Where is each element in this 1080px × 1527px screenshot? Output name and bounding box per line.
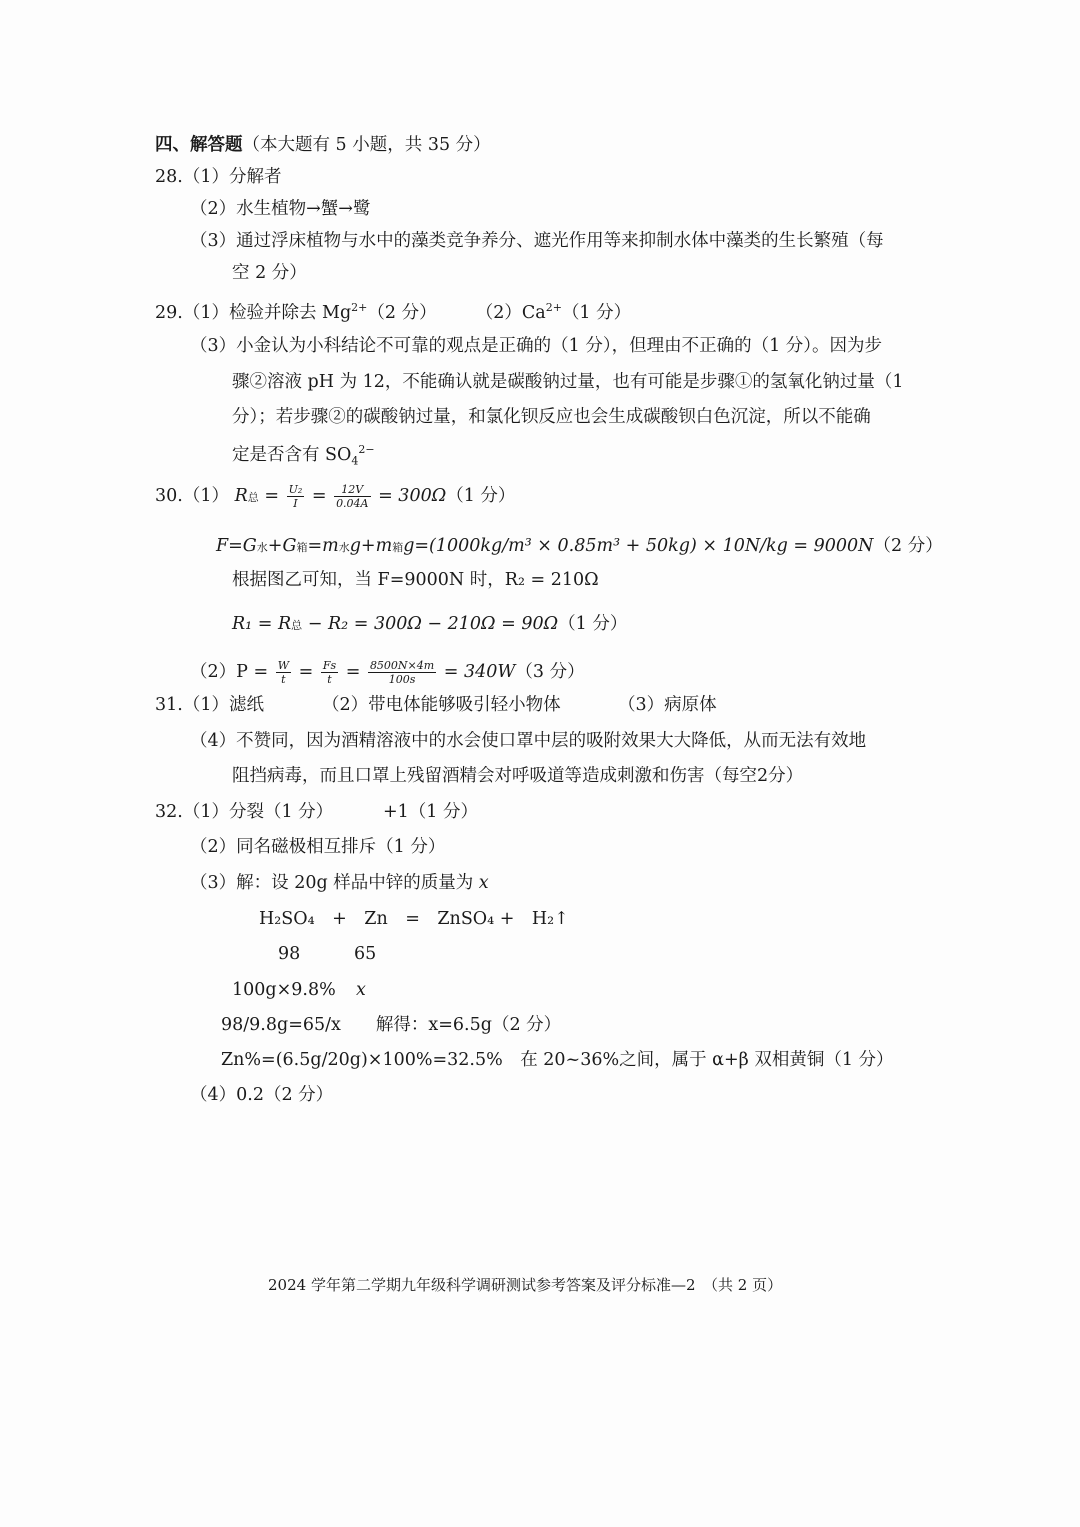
q30-graph-reading: 根据图乙可知，当 F=9000N 时，R₂ = 210Ω [232, 570, 599, 590]
q32-part2: （2）同名磁极相互排斥（1 分） [190, 837, 446, 857]
fraction-u2-i: $\frac{\text{U₂}}{I}$ [288, 483, 303, 510]
q30-r1-score: （1 分） [558, 614, 628, 634]
q32-part4: （4）0.2（2 分） [190, 1085, 334, 1105]
q30-force-score: （2 分） [873, 536, 943, 556]
section-heading [155, 137, 491, 155]
q29-part1-score: （2 分） [367, 302, 437, 323]
r-total: R [234, 486, 248, 506]
q32-chemical-equation: H₂SO₄ + Zn = ZnSO₄ + H₂↑ [259, 909, 569, 929]
q29-line1 [155, 302, 631, 322]
q29-part3a: （3）小金认为小科结论不可靠的观点是正确的（1 分），但理由不正确的（1 分）。因为步 [190, 336, 883, 356]
q28-line1 [155, 169, 281, 187]
q31-line1 [155, 697, 264, 715]
q29-part3d-text: 定是否含有 SO [232, 444, 352, 465]
q32-mass-98: 98 [278, 944, 301, 964]
q32-calc2: Zn%=(6.5g/20g)×100%=32.5% 在 20~36%之间，属于 α+β 双相黄铜（1 分） [221, 1050, 894, 1070]
fraction-w-t: $\frac{W}{t}$ [277, 659, 290, 686]
q32-line1 [155, 804, 333, 822]
q30-line1: 30.（1） R总 = $\frac{\text{U₂}}{I}$ = $\frac{12V}{0.04A}$ = 300Ω（1 分） [155, 483, 516, 510]
q32-mass-65: 65 [354, 944, 377, 964]
q28-number: 28. [155, 167, 183, 187]
q32-calc1: 98/9.8g=65/x 解得：x=6.5g（2 分） [221, 1015, 562, 1035]
q30-power-equation: （2）P = $\frac{W}{t}$ = $\frac{Fs}{t}$ = $\frac{8500N\times 4m}{100s}$ = 340W（3 分） [190, 659, 585, 686]
q30-number: 30. [155, 486, 183, 506]
q28-part3b: 空 2 分） [232, 263, 307, 283]
q31-part1: （1）滤纸 [182, 695, 264, 715]
q32-mass-x: x [356, 980, 366, 1000]
q29-so4-charge: 2− [358, 443, 375, 456]
fraction-fs-t: $\frac{Fs}{t}$ [322, 659, 337, 686]
page-footer: 2024 学年第二学期九年级科学调研测试参考答案及评分标准—2 （共 2 页） [268, 1276, 783, 1294]
q29-mg-charge: 2+ [351, 301, 368, 314]
q29-ca-charge: 2+ [545, 301, 562, 314]
q30-part1-label: （1） [182, 486, 229, 506]
q31-part4b: 阻挡病毒，而且口罩上残留酒精会对呼吸道等造成刺激和伤害（每空2分） [232, 766, 804, 786]
q29-so4-sub: 4 [351, 454, 359, 468]
q31-part2: （2）带电体能够吸引轻小物体 [322, 695, 561, 715]
q29-part1: （1）检验并除去 Mg [182, 302, 352, 323]
q30-power-score: （3 分） [515, 662, 585, 682]
q31-part4a: （4）不赞同，因为酒精溶液中的水会使口罩中层的吸附效果大大降低，从而无法有效地 [190, 731, 867, 751]
q31-number: 31. [155, 695, 183, 715]
q32-mass-h2so4: 100g×9.8% [232, 980, 336, 1000]
q28-part1: （1）分解者 [182, 167, 282, 187]
q29-number: 29. [155, 302, 183, 323]
r-total-sub: 总 [247, 491, 259, 504]
q29-part2-score: （1 分） [561, 302, 632, 323]
q32-part1: （1）分裂（1 分） [182, 802, 334, 822]
q30-r1-equation: R₁ = R总 − R₂ = 300Ω − 210Ω = 90Ω（1 分） [232, 614, 628, 634]
section-title: 四、解答题 [155, 135, 243, 155]
q32-number: 32. [155, 802, 183, 822]
q29-part3b: 骤②溶液 pH 为 12，不能确认就是碳酸钠过量，也有可能是步骤①的氢氧化钠过量（1 [232, 372, 904, 392]
q28-part2: （2）水生植物→蟹→鹭 [190, 199, 371, 219]
q29-part3c: 分）；若步骤②的碳酸钠过量，和氯化钡反应也会生成碳酸钡白色沉淀，所以不能确 [232, 407, 871, 427]
q31-part3: （3）病原体 [618, 695, 717, 715]
q29-part2: （2）Ca [475, 302, 546, 323]
q29-part3d [232, 444, 375, 466]
q32-part3: （3）解：设 20g 样品中锌的质量为 x [190, 873, 489, 893]
q30-part1-score: （1 分） [446, 486, 516, 506]
fraction-8500n-100s: $\frac{8500N\times 4m}{100s}$ [369, 659, 435, 686]
q28-part3a: （3）通过浮床植物与水中的藻类竞争养分、遮光作用等来抑制水体中藻类的生长繁殖（每 [190, 231, 884, 251]
q32-part1b: +1（1 分） [383, 802, 478, 822]
q30-force-equation: F=G水+G箱=m水g+m箱g=(1000kg/m³ × 0.85m³ + 50kg) × 10N/kg = 9000N（2 分） [216, 536, 943, 556]
section-note: （本大题有 5 小题，共 35 分） [242, 135, 491, 155]
fraction-12v-004a: $\frac{12V}{0.04A}$ [336, 483, 369, 510]
q30-part1-result: = 300Ω [378, 486, 447, 506]
